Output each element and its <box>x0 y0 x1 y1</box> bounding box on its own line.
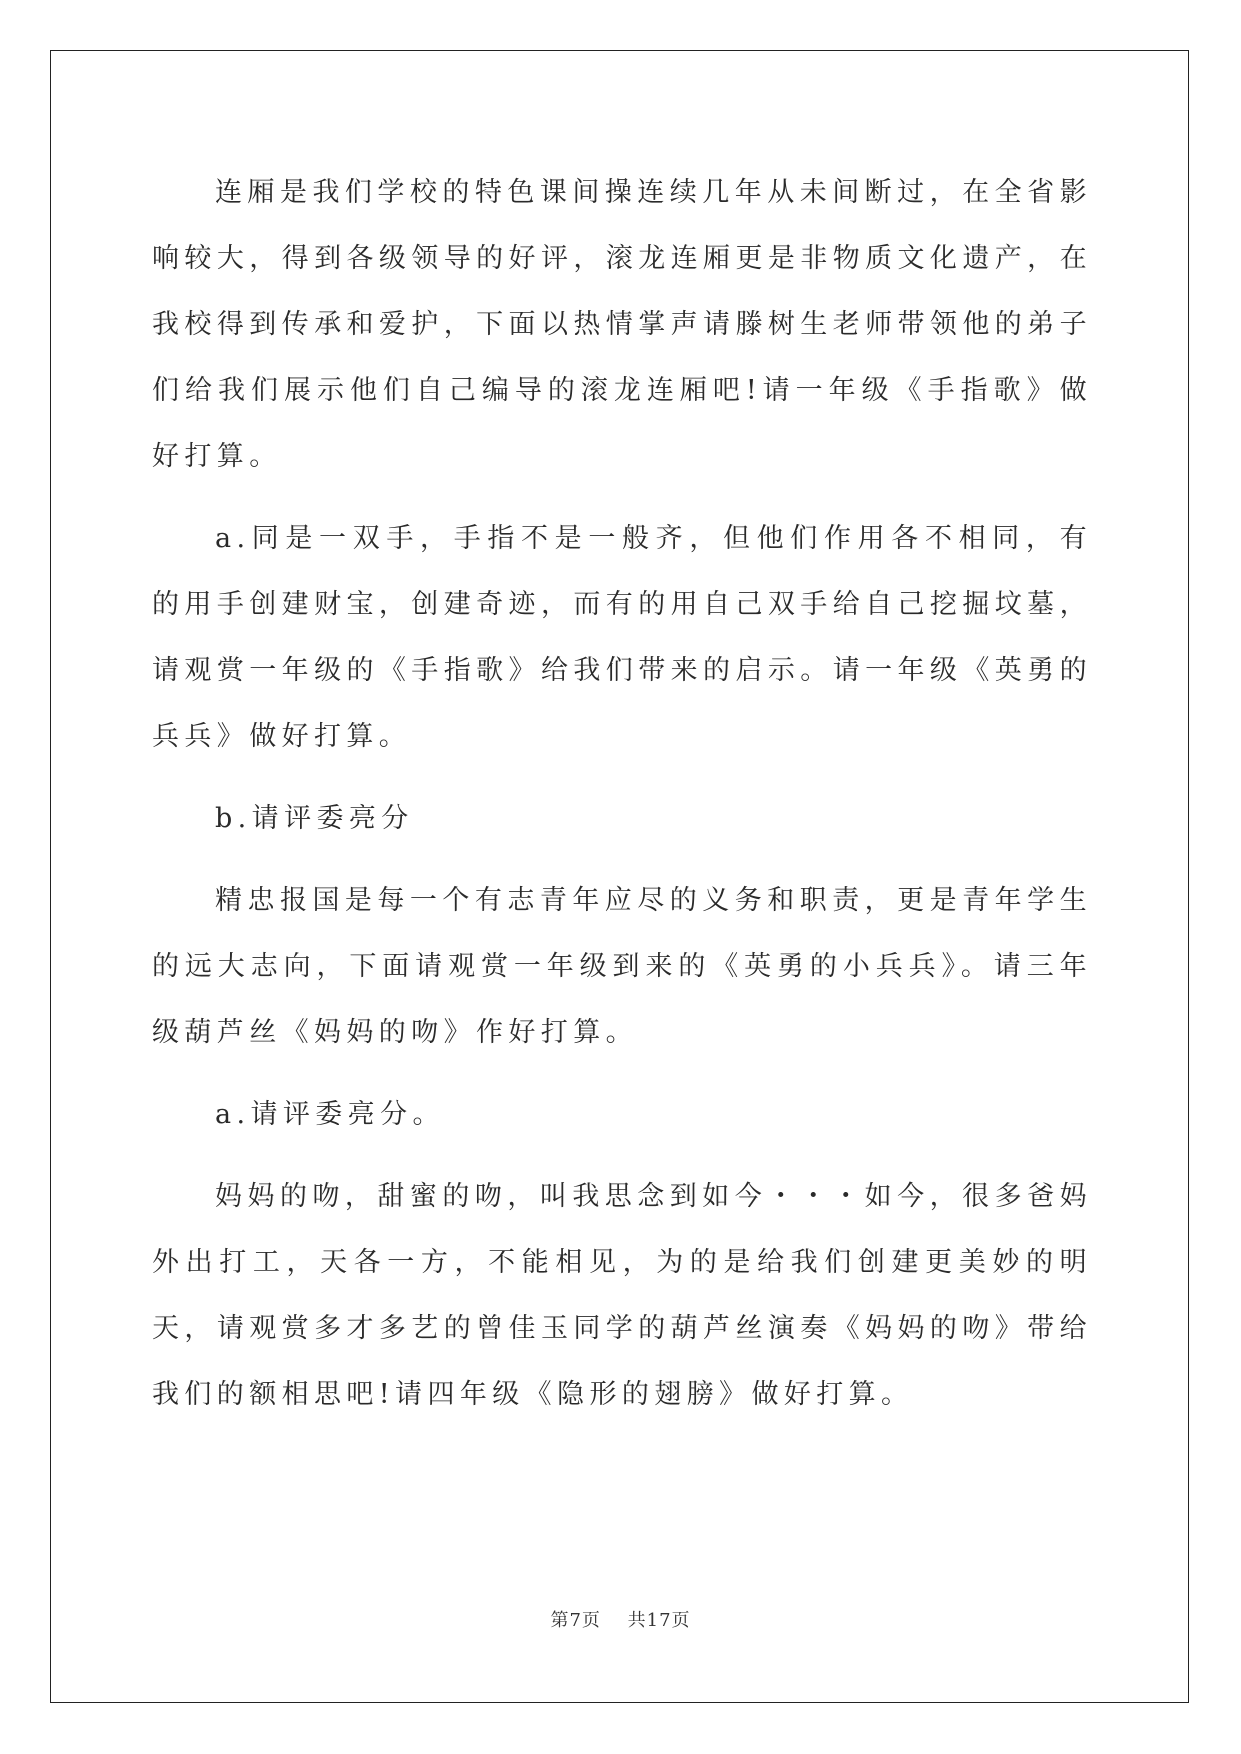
paragraph: 连厢是我们学校的特色课间操连续几年从未间断过，在全省影响较大，得到各级领导的好评，滚龙连厢更是非物质文化遗产，在我校得到传承和爱护，下面以热情掌声请滕树生老师带领他的弟子们给我们展示他们自己编导的滚龙连厢吧!请一年级《手指歌》做好打算。 <box>152 177 1092 472</box>
document-body <box>152 160 1092 1444</box>
paragraph: b.请评委亮分 <box>215 803 414 834</box>
paragraph: 精忠报国是每一个有志青年应尽的义务和职责，更是青年学生的远大志向，下面请观赏一年级到来的《英勇的小兵兵》。请三年级葫芦丝《妈妈的吻》作好打算。 <box>152 885 1092 1048</box>
paragraph: a.同是一双手，手指不是一般齐，但他们作用各不相同，有的用手创建财宝，创建奇迹，而有的用自己双手给自己挖掘坟墓，请观赏一年级的《手指歌》给我们带来的启示。请一年级《英勇的兵兵》做好打算。 <box>152 523 1092 752</box>
page-footer <box>0 1606 1241 1632</box>
page-total: 共17页 <box>627 1610 691 1631</box>
paragraph: 妈妈的吻，甜蜜的吻，叫我思念到如今・・・如今，很多爸妈外出打工，天各一方，不能相见，为的是给我们创建更美妙的明天，请观赏多才多艺的曾佳玉同学的葫芦丝演奏《妈妈的吻》带给我们的额相思吧!请四年级《隐形的翅膀》做好打算。 <box>152 1181 1092 1410</box>
page-number: 第7页 <box>550 1610 601 1631</box>
paragraph: a.请评委亮分。 <box>215 1099 445 1130</box>
